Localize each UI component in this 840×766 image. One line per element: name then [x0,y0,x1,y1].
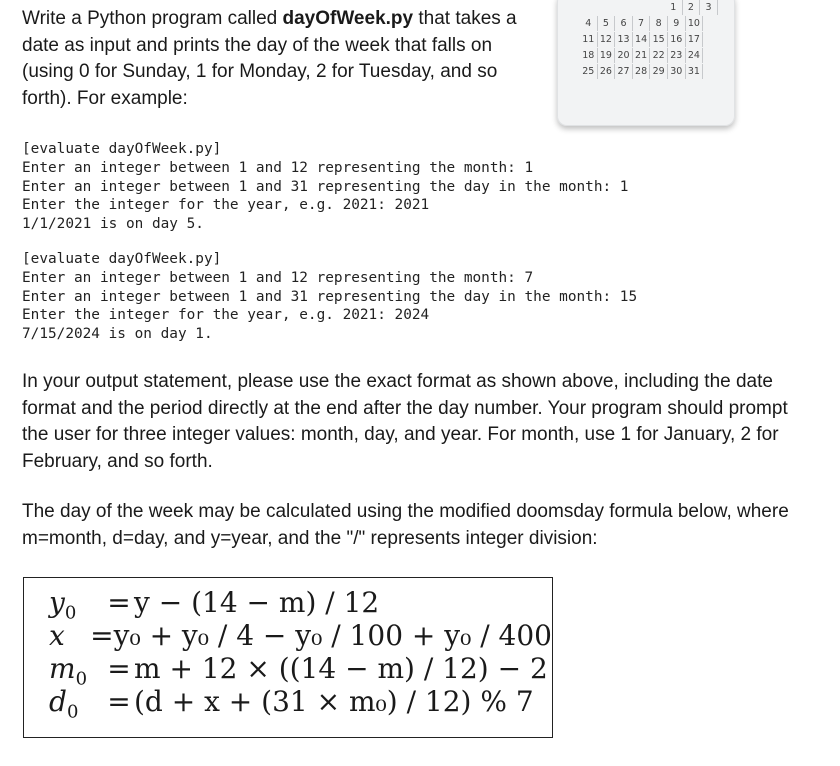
calendar-day: 14 [633,32,651,47]
calendar-day: 13 [615,32,633,47]
formula-lhs: $y_0$ [49,586,77,624]
calendar-day: 23 [668,48,686,63]
calendar-day: 2 [683,0,701,15]
formula-rhs: m + 12 × ((14 − m) / 12) − 2 [134,652,548,685]
equals-sign: = [107,652,131,685]
calendar-day: 10 [686,16,704,31]
calendar-day: 15 [650,32,668,47]
calendar-day: 4 [580,16,598,31]
example-output-1 [22,140,628,234]
formula-rhs: y − (14 − m) / 12 [134,586,380,619]
calendar-day: 25 [580,64,598,79]
calendar-week [580,48,718,64]
example-output-2 [22,250,637,344]
equals-sign: = [107,586,131,619]
calendar-day: 17 [686,32,704,47]
calendar-day: 31 [686,64,704,79]
formula-line-m0 [24,652,552,690]
formula-intro-paragraph: The day of the week may be calculated using the modified doomsday formula below, where m=month, d=day, and y=year, and the "/" represents integer division: [22,501,789,549]
code-line: 7/15/2024 is on day 1. [22,326,213,343]
intro-text-after: that takes a date as input and prints the day of the week that falls on (using 0 for Sunday, 1 for Monday, 2 for Tuesday, and so forth). For example: [22,8,517,109]
formula-lhs: $d_0$ [49,685,79,723]
calendar-week [580,64,718,80]
calendar-image [557,0,735,126]
code-line: Enter an integer between 1 and 12 representing the month: 1 [22,159,534,176]
calendar-day: 22 [650,48,668,63]
calendar-day: 30 [668,64,686,79]
calendar-day: 20 [615,48,633,63]
formula-line-x [24,619,552,652]
code-line: Enter the integer for the year, e.g. 2021: 2021 [22,197,430,214]
calendar-day: 11 [580,32,598,47]
formula-line-y0 [24,586,552,624]
intro-paragraph [22,6,532,112]
equals-sign: = [90,619,114,652]
equals-sign: = [107,685,131,718]
code-line: Enter an integer between 1 and 31 representing the day in the month: 15 [22,288,638,305]
code-line: Enter an integer between 1 and 31 representing the day in the month: 1 [22,178,629,195]
formula-lhs: x [49,619,65,652]
calendar-day: 16 [668,32,686,47]
calendar-grid [580,0,718,80]
doomsday-formula-box [23,577,553,738]
intro-text-before: Write a Python program called [22,8,283,29]
code-line: [evaluate dayOfWeek.py] [22,251,222,267]
calendar-week [580,0,718,16]
code-line: Enter the integer for the year, e.g. 2021: 2024 [22,307,430,324]
calendar-day: 24 [686,48,704,63]
formula-rhs: (d + x + (31 × m₀) / 12) % 7 [134,685,534,718]
calendar-day: 28 [633,64,651,79]
calendar-day: 1 [665,0,683,15]
code-line: 1/1/2021 is on day 5. [22,216,204,233]
calendar-day: 8 [650,16,668,31]
calendar-day: 26 [598,64,616,79]
formula-line-d0 [24,685,552,723]
calendar-day: 29 [650,64,668,79]
calendar-day: 18 [580,48,598,63]
calendar-day: 12 [598,32,616,47]
formula-rhs: y₀ + y₀ / 4 − y₀ / 100 + y₀ / 400 [113,619,552,652]
calendar-day: 21 [633,48,651,63]
formula-lhs: $m_0$ [49,652,88,690]
calendar-day: 27 [615,64,633,79]
code-line: [evaluate dayOfWeek.py] [22,141,222,157]
output-format-paragraph: In your output statement, please use the exact format as shown above, including the date format and the period directly at the end after the day number. Your program should prompt the user for three integer values: month, day, and year. For month, use 1 for January, 2 for February, and so forth. [22,371,788,472]
code-line: Enter an integer between 1 and 12 representing the month: 7 [22,269,534,286]
calendar-day: 3 [700,0,718,15]
calendar-week [580,16,718,32]
calendar-day: 7 [633,16,651,31]
calendar-week [580,32,718,48]
program-filename: dayOfWeek.py [282,8,414,29]
calendar-day: 9 [668,16,686,31]
calendar-day: 19 [598,48,616,63]
calendar-day: 6 [615,16,633,31]
calendar-day: 5 [598,16,616,31]
